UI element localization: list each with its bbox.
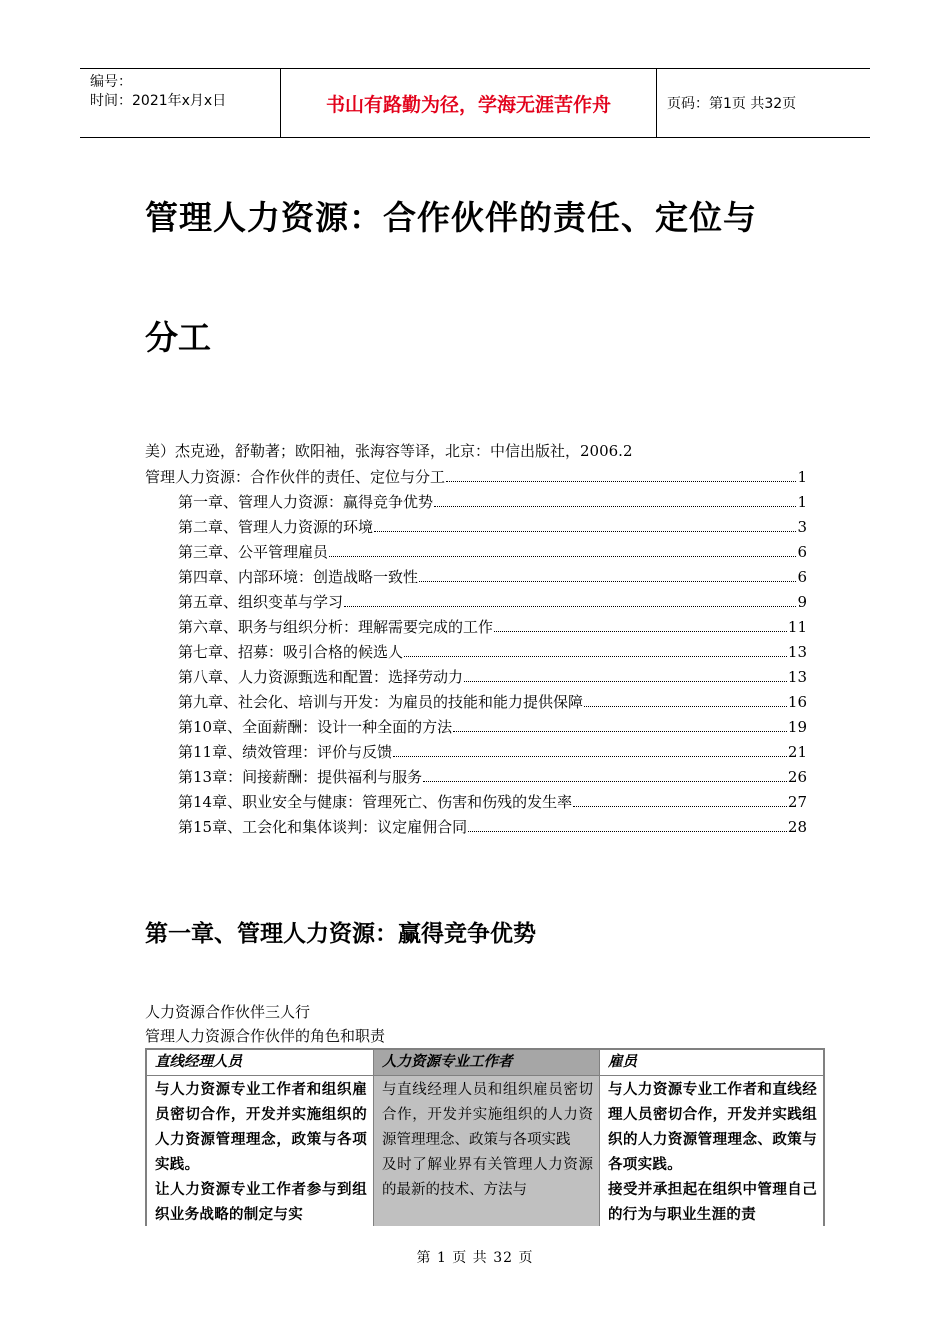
cell-paragraph: 接受并承担起在组织中管理自己的行为与职业生涯的责 xyxy=(608,1182,817,1223)
toc-entry[interactable] xyxy=(145,688,807,713)
toc-entry-page: 21 xyxy=(787,743,807,761)
header-page-info: 页码：第1页 共32页 xyxy=(667,96,797,112)
toc-entry-title: 第八章、人力资源甄选和配置：选择劳动力 xyxy=(178,668,464,686)
column-employees xyxy=(600,1050,823,1226)
header-motto: 书山有路勤为径，学海无涯苦作舟 xyxy=(280,69,657,137)
toc-entry-page: 1 xyxy=(797,493,807,511)
cell-paragraph: 与直线经理人员和组织雇员密切合作，开发并实施组织的人力资源管理理念、政策与各项实践 xyxy=(382,1082,593,1148)
column-line-managers xyxy=(147,1050,374,1226)
toc-entry-title: 第三章、公平管理雇员 xyxy=(178,543,329,561)
toc-leader-dots xyxy=(419,563,796,582)
toc-entry[interactable] xyxy=(145,563,807,588)
toc-leader-dots xyxy=(446,463,796,482)
toc-entry-title: 第13章：间接薪酬：提供福利与服务 xyxy=(178,768,423,786)
title-line-1: 管理人力资源：合作伙伴的责任、定位与 xyxy=(145,198,757,237)
table-of-contents xyxy=(145,463,807,838)
toc-entry-title: 第四章、内部环境：创造战略一致性 xyxy=(178,568,419,586)
toc-leader-dots xyxy=(344,588,796,607)
toc-entry-title: 第二章、管理人力资源的环境 xyxy=(178,518,374,536)
column-header: 直线经理人员 xyxy=(147,1050,373,1076)
toc-entry-page: 16 xyxy=(787,693,807,711)
cell-paragraph: 让人力资源专业工作者参与到组织业务战略的制定与实 xyxy=(155,1182,367,1223)
toc-leader-dots xyxy=(393,738,787,757)
toc-entry-page: 19 xyxy=(787,718,807,736)
toc-leader-dots xyxy=(329,538,796,557)
toc-entry-page: 9 xyxy=(797,593,807,611)
toc-entry[interactable] xyxy=(145,538,807,563)
toc-entry-page: 6 xyxy=(797,543,807,561)
toc-entry-page: 27 xyxy=(787,793,807,811)
toc-entry[interactable] xyxy=(145,463,807,488)
cell-paragraph: 与人力资源专业工作者和直线经理人员密切合作，开发并实践组织的人力资源管理理念、政策与各项实践。 xyxy=(608,1082,817,1173)
toc-entry-page: 11 xyxy=(787,618,807,636)
toc-entry-page: 13 xyxy=(787,643,807,661)
toc-leader-dots xyxy=(584,688,787,707)
toc-entry[interactable] xyxy=(145,763,807,788)
toc-entry-title: 第15章、工会化和集体谈判：议定雇佣合同 xyxy=(178,818,468,836)
toc-leader-dots xyxy=(464,663,787,682)
toc-entry-page: 13 xyxy=(787,668,807,686)
toc-entry-page: 1 xyxy=(797,468,807,486)
source-citation: 美）杰克逊，舒勒著；欧阳袖，张海容等译，北京：中信出版社，2006.2 xyxy=(145,442,633,460)
toc-entry-title: 第一章、管理人力资源：赢得竞争优势 xyxy=(178,493,434,511)
toc-entry-page: 6 xyxy=(797,568,807,586)
chapter-1-subline-2: 管理人力资源合作伙伴的角色和职责 xyxy=(145,1027,386,1045)
toc-entry-title: 第14章、职业安全与健康：管理死亡、伤害和伤残的发生率 xyxy=(178,793,573,811)
toc-leader-dots xyxy=(404,638,787,657)
column-body xyxy=(147,1076,373,1226)
toc-entry[interactable] xyxy=(145,713,807,738)
toc-entry-page: 26 xyxy=(787,768,807,786)
number-label: 编号： xyxy=(90,74,132,90)
toc-entry[interactable] xyxy=(145,638,807,663)
time-label: 时间：2021年x月x日 xyxy=(90,93,227,109)
roles-table xyxy=(145,1048,825,1226)
header-meta xyxy=(80,69,280,137)
toc-entry-page: 28 xyxy=(787,818,807,836)
toc-entry-title: 第11章、绩效管理：评价与反馈 xyxy=(178,743,393,761)
toc-leader-dots xyxy=(453,713,787,732)
toc-entry-title: 第六章、职务与组织分析：理解需要完成的工作 xyxy=(178,618,494,636)
toc-entry[interactable] xyxy=(145,613,807,638)
toc-entry[interactable] xyxy=(145,488,807,513)
toc-entry[interactable] xyxy=(145,738,807,763)
toc-leader-dots xyxy=(423,763,787,782)
chapter-1-subline-1: 人力资源合作伙伴三人行 xyxy=(145,1003,311,1021)
cell-paragraph: 及时了解业界有关管理人力资源的最新的技术、方法与 xyxy=(382,1157,593,1198)
column-header: 人力资源专业工作者 xyxy=(374,1050,599,1076)
toc-leader-dots xyxy=(434,488,796,507)
toc-entry[interactable] xyxy=(145,813,807,838)
column-body xyxy=(600,1076,823,1226)
toc-entry[interactable] xyxy=(145,588,807,613)
column-body xyxy=(374,1076,599,1203)
toc-entry-title: 管理人力资源：合作伙伴的责任、定位与分工 xyxy=(145,468,446,486)
toc-leader-dots xyxy=(374,513,796,532)
column-header: 雇员 xyxy=(600,1050,823,1076)
toc-leader-dots xyxy=(573,788,787,807)
chapter-1-heading: 第一章、管理人力资源：赢得竞争优势 xyxy=(145,921,536,947)
page-header xyxy=(80,68,870,138)
toc-leader-dots xyxy=(468,813,787,832)
toc-leader-dots xyxy=(494,613,787,632)
toc-entry-title: 第五章、组织变革与学习 xyxy=(178,593,344,611)
toc-entry[interactable] xyxy=(145,663,807,688)
toc-entry-title: 第九章、社会化、培训与开发：为雇员的技能和能力提供保障 xyxy=(178,693,584,711)
toc-entry-title: 第10章、全面薪酬：设计一种全面的方法 xyxy=(178,718,453,736)
toc-entry-title: 第七章、招募：吸引合格的候选人 xyxy=(178,643,404,661)
toc-entry[interactable] xyxy=(145,788,807,813)
column-hr-professionals xyxy=(374,1050,600,1226)
page-footer: 第 1 页 共 32 页 xyxy=(416,1250,534,1266)
title-line-2: 分工 xyxy=(145,318,211,357)
toc-entry-page: 3 xyxy=(797,518,807,536)
toc-entry[interactable] xyxy=(145,513,807,538)
cell-paragraph: 与人力资源专业工作者和组织雇员密切合作，开发并实施组织的人力资源管理理念，政策与各项实践。 xyxy=(155,1082,367,1173)
